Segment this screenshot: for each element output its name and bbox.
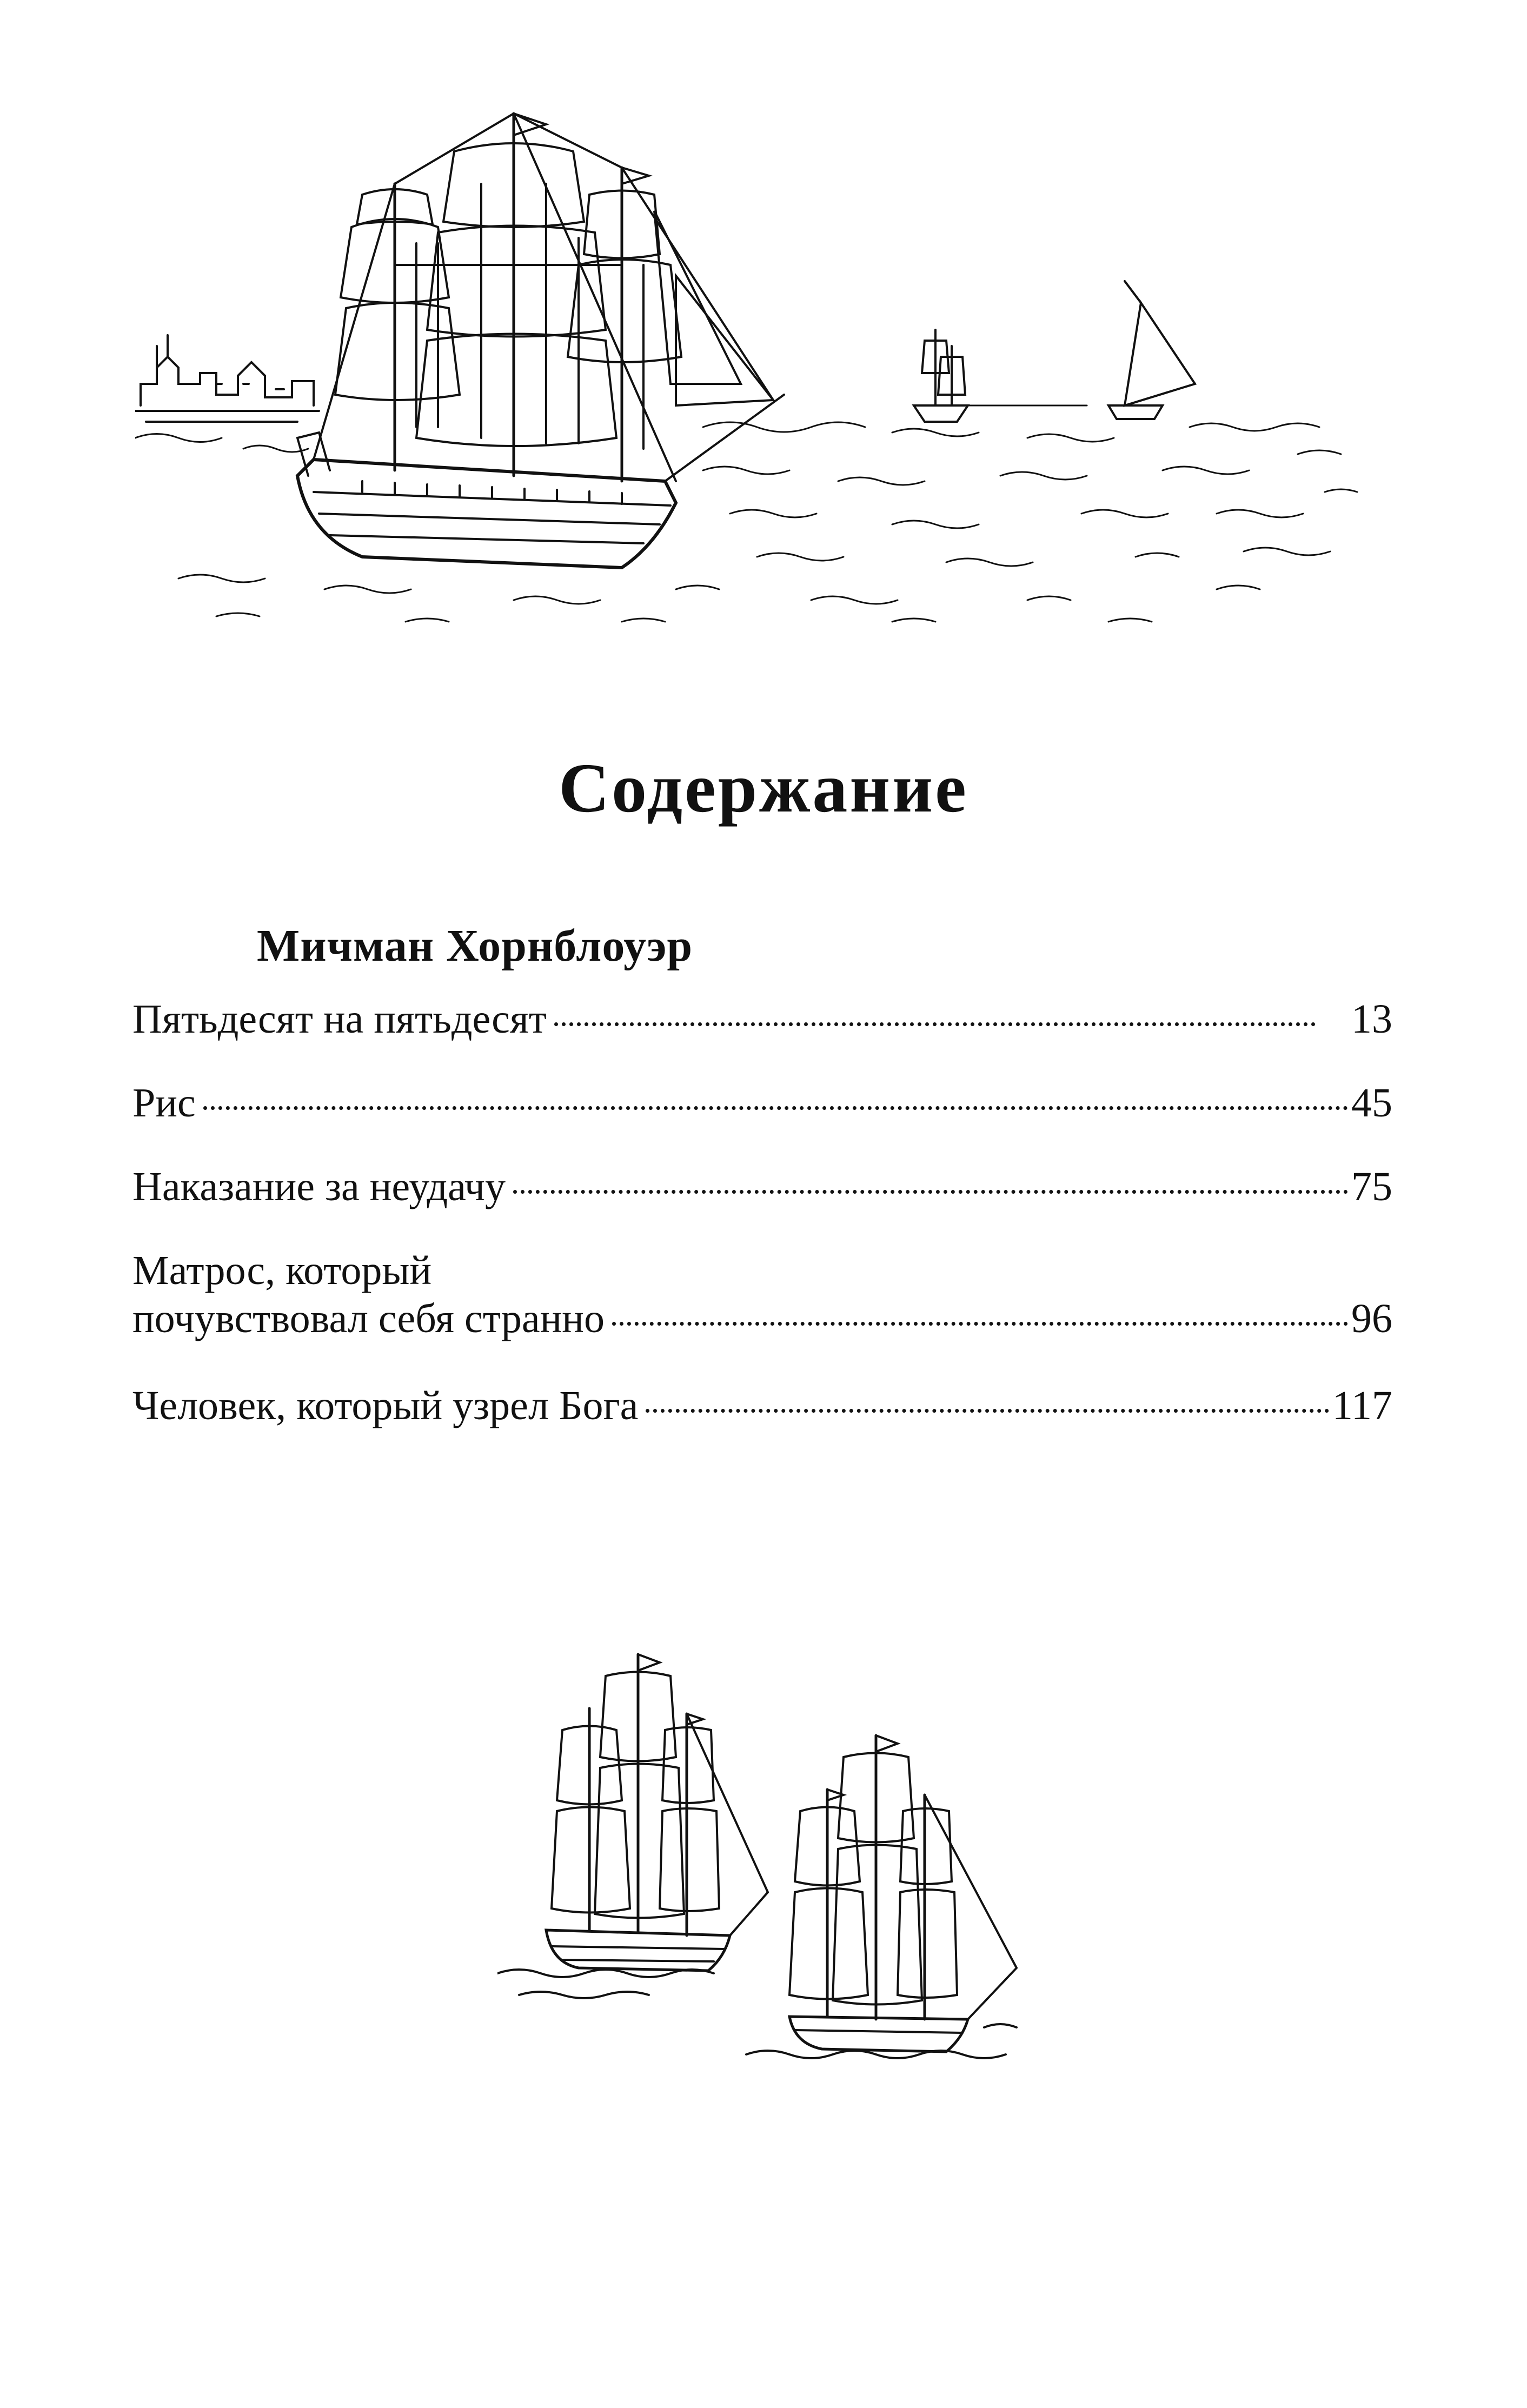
ships-engraving-bottom xyxy=(497,1638,1049,2060)
toc-entry-title: Рис xyxy=(132,1080,196,1126)
sailboat xyxy=(1108,281,1195,419)
dot-leader xyxy=(513,1190,1348,1194)
toc-entry[interactable] xyxy=(132,1381,1392,1431)
toc-entry-title: Наказание за неудачу xyxy=(132,1164,506,1209)
toc-entry-page: 117 xyxy=(1332,1383,1392,1428)
toc-entry-page: 75 xyxy=(1351,1164,1392,1209)
town-silhouette xyxy=(135,335,319,422)
distant-ship xyxy=(914,330,1087,422)
toc-entry-title: Пятьдесят на пятьдесят xyxy=(132,996,547,1042)
toc-entry-page: 96 xyxy=(1351,1296,1392,1342)
sea-waves xyxy=(135,422,1357,622)
dot-leader xyxy=(203,1106,1348,1110)
ships-engraving-top xyxy=(135,103,1390,633)
toc-entry-title: Человек, который узрел Бога xyxy=(132,1383,639,1428)
toc-entry[interactable] xyxy=(132,1246,1392,1343)
dot-leader xyxy=(554,1022,1316,1026)
toc-entry-page: 45 xyxy=(1351,1080,1392,1126)
toc-entry[interactable] xyxy=(132,1079,1392,1128)
toc-entry-page: 13 xyxy=(1351,996,1392,1042)
toc-entry-title-line-2: почувствовал себя странно xyxy=(132,1296,605,1342)
right-ship xyxy=(746,1735,1017,2058)
main-ship xyxy=(297,114,784,568)
toc-entry[interactable] xyxy=(132,995,1392,1044)
dot-leader xyxy=(612,1322,1348,1326)
left-ship xyxy=(497,1654,768,1998)
page-title: Содержание xyxy=(559,749,968,827)
dot-leader xyxy=(646,1409,1329,1413)
toc-entry[interactable] xyxy=(132,1162,1392,1212)
toc-entry-title-line-1: Матрос, который xyxy=(132,1248,432,1293)
section-heading: Мичман Хорнблоуэр xyxy=(257,921,693,971)
